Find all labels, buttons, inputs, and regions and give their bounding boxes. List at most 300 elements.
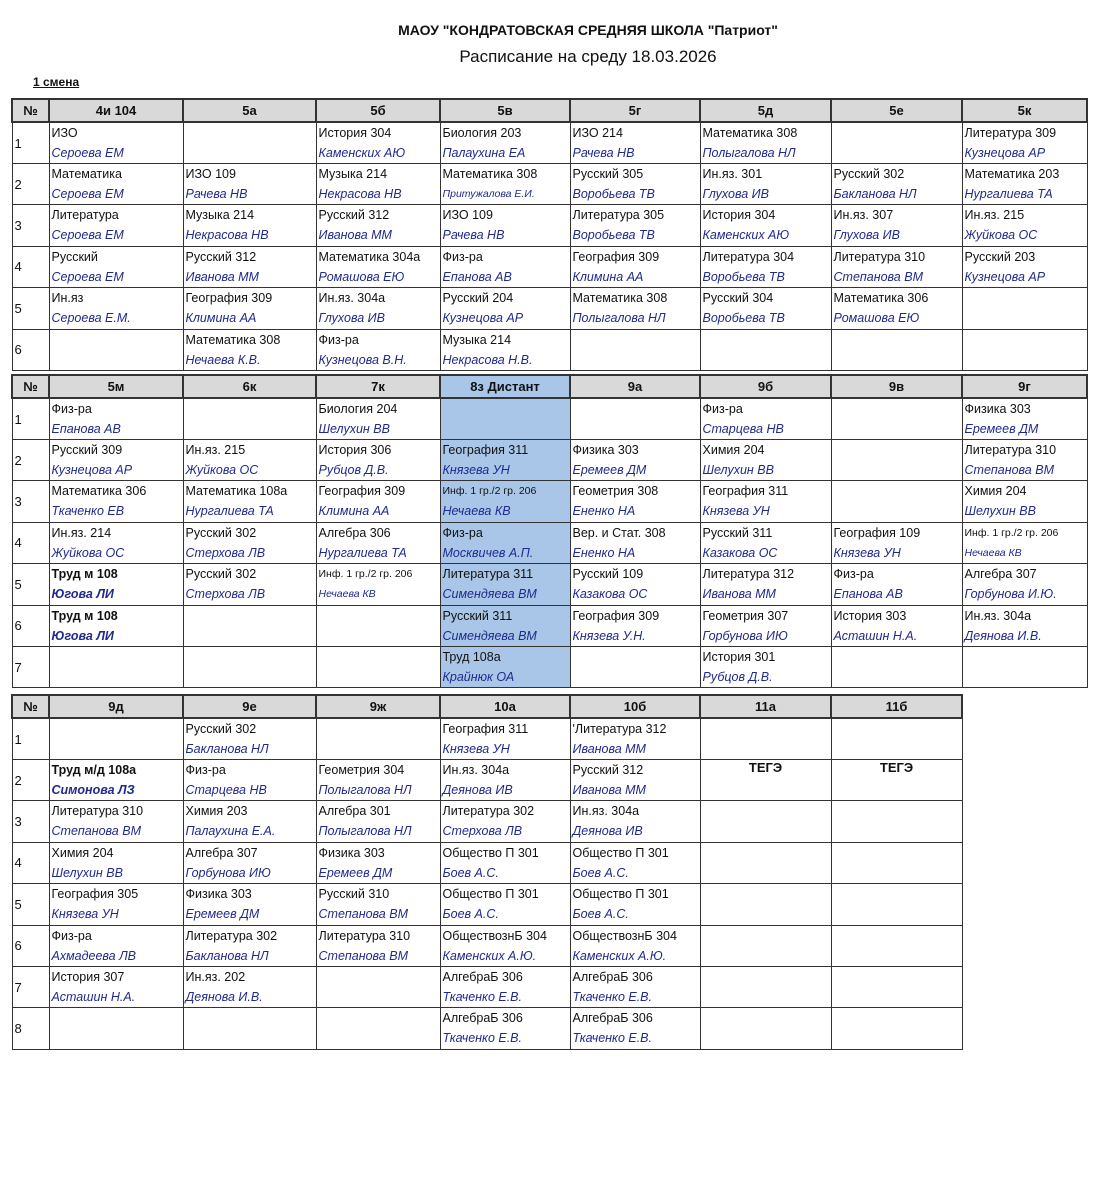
lesson-cell — [700, 801, 831, 842]
lesson-number: 3 — [12, 801, 49, 842]
lesson-cell — [962, 481, 1087, 522]
class-header: 10а — [440, 695, 570, 718]
lesson-row — [12, 564, 1087, 605]
lesson-row — [12, 398, 1087, 440]
subject-label: Ин.яз. 304а — [442, 763, 510, 777]
subject-label: Русский 302 — [185, 722, 257, 736]
teacher-label: Князева УН — [442, 463, 510, 477]
teacher-label: Ткаченко Е.В. — [572, 1031, 652, 1046]
subject-label: Физ-ра — [702, 402, 743, 416]
teacher-label: Старцева НВ — [185, 783, 267, 797]
teacher-label: Палаухина Е.А. — [185, 824, 276, 839]
lesson-cell — [49, 246, 183, 287]
teacher-label: Князева УН — [833, 545, 901, 560]
teacher-label: Степанова ВМ — [318, 948, 408, 963]
teacher-label: Климина АА — [318, 504, 390, 519]
subject-label: Русский 204 — [442, 291, 514, 306]
lesson-cell — [49, 288, 183, 329]
subject-label: География 311 — [442, 722, 529, 736]
subject-label: Русский 309 — [51, 443, 123, 457]
subject-label: Биология 203 — [442, 126, 522, 140]
teacher-label: Глухова ИВ — [833, 228, 900, 243]
subject-label: Физика 303 — [185, 887, 252, 902]
lesson-cell — [831, 522, 962, 563]
class-header: 10б — [570, 695, 700, 718]
lesson-cell — [316, 966, 440, 1007]
teacher-label: Нечаева КВ — [442, 504, 511, 519]
lesson-cell — [700, 122, 831, 164]
teacher-label: Жуйкова ОС — [185, 463, 259, 477]
lesson-cell — [700, 329, 831, 370]
lesson-cell — [316, 122, 440, 164]
lesson-cell — [700, 288, 831, 329]
teacher-label: Ткаченко Е.В. — [442, 1031, 522, 1046]
lesson-cell — [962, 288, 1087, 329]
teacher-label: Жуйкова ОС — [51, 545, 125, 560]
subject-label: АлгебраБ 306 — [572, 1011, 653, 1026]
teacher-label: Рубцов Д.В. — [318, 463, 389, 477]
class-header: 6к — [183, 375, 316, 398]
subject-label: Общество П 301 — [442, 887, 539, 902]
lesson-cell — [831, 1008, 962, 1049]
subject-label: Русский 312 — [318, 208, 390, 223]
teacher-label: Глухова ИВ — [702, 187, 769, 201]
teacher-label: Иванова ММ — [702, 587, 776, 602]
header-number: № — [12, 375, 49, 398]
lesson-number: 6 — [12, 605, 49, 646]
subject-label: Русский 311 — [442, 608, 513, 623]
teacher-label: Степанова ВМ — [833, 269, 923, 284]
lesson-cell — [316, 801, 440, 842]
subject-label: Литература — [51, 208, 119, 223]
subject-label: Химия 204 — [51, 845, 114, 860]
lesson-cell — [700, 522, 831, 563]
lesson-cell — [183, 398, 316, 440]
teacher-label: Сероева Е.М. — [51, 311, 131, 326]
subject-label: Ин.яз. 304а — [572, 804, 640, 819]
lesson-cell — [570, 246, 700, 287]
teacher-label: Климина АА — [185, 311, 257, 326]
subject-label: География 309 — [318, 484, 406, 499]
lesson-cell — [440, 718, 570, 760]
lesson-cell — [49, 329, 183, 370]
subject-label: ОбществознБ 304 — [572, 928, 677, 943]
lesson-number: 1 — [12, 122, 49, 164]
subject-label: История 303 — [833, 608, 907, 623]
lesson-cell — [183, 966, 316, 1007]
lesson-cell — [700, 205, 831, 246]
subject-label: Русский 203 — [964, 249, 1036, 264]
subject-label: Литература 302 — [185, 928, 278, 943]
lesson-cell — [316, 481, 440, 522]
lesson-cell — [440, 646, 570, 687]
subject-label: Труд м 108 — [51, 608, 118, 623]
subject-label: Ин.яз. 214 — [51, 525, 112, 540]
subject-label: Русский 305 — [572, 167, 644, 181]
lesson-row — [12, 1008, 962, 1049]
teacher-label: Епанова АВ — [442, 269, 512, 284]
lesson-cell — [316, 884, 440, 925]
lesson-number: 2 — [12, 760, 49, 801]
teacher-label: Каменских АЮ — [318, 146, 406, 160]
teacher-label: Асташин Н.А. — [833, 628, 918, 643]
subject-label: Физика 303 — [964, 402, 1031, 416]
subject-label: Геометрия 308 — [572, 484, 659, 499]
subject-label: Русский 302 — [185, 567, 257, 582]
lesson-cell — [440, 801, 570, 842]
teacher-label: Ткаченко ЕВ — [51, 504, 125, 519]
subject-label: Физ-ра — [318, 332, 359, 347]
lesson-number: 5 — [12, 288, 49, 329]
lesson-row — [12, 801, 962, 842]
schedule-table-2 — [11, 374, 1088, 688]
lesson-cell — [570, 801, 700, 842]
subject-label: География 109 — [833, 525, 921, 540]
lesson-cell — [49, 398, 183, 440]
lesson-cell — [831, 205, 962, 246]
subject-label: Инф. 1 гр./2 гр. 206 — [318, 568, 413, 581]
subject-label: История 306 — [318, 443, 392, 457]
subject-label: Русский 109 — [572, 567, 644, 582]
class-header: 5к — [962, 99, 1087, 122]
lesson-row — [12, 288, 1087, 329]
lesson-cell — [316, 205, 440, 246]
lesson-cell — [570, 718, 700, 760]
subject-label: Общество П 301 — [442, 845, 539, 860]
lesson-cell — [831, 440, 962, 481]
teacher-label: Притужалова Е.И. — [442, 188, 535, 200]
lesson-number: 4 — [12, 522, 49, 563]
lesson-cell — [570, 164, 700, 205]
teacher-label: Кузнецова АР — [964, 269, 1046, 284]
teacher-label: Нечаева К.В. — [185, 352, 261, 367]
teacher-label: Полыгалова НЛ — [572, 311, 666, 326]
teacher-label: Бакланова НЛ — [833, 187, 917, 201]
lesson-row — [12, 884, 962, 925]
lesson-cell — [440, 842, 570, 883]
lesson-cell — [831, 605, 962, 646]
lesson-number: 5 — [12, 884, 49, 925]
teacher-label: Рачева НВ — [442, 228, 505, 243]
lesson-cell — [440, 605, 570, 646]
teacher-label: Некрасова НВ — [318, 187, 402, 201]
class-header: 5в — [440, 99, 570, 122]
lesson-cell — [440, 122, 570, 164]
lesson-number: 8 — [12, 1008, 49, 1049]
class-header: 9д — [49, 695, 183, 718]
lesson-cell — [183, 801, 316, 842]
subject-label: АлгебраБ 306 — [442, 1011, 523, 1026]
lesson-cell — [183, 760, 316, 801]
lesson-cell — [700, 884, 831, 925]
teacher-label: Боев А.С. — [572, 907, 629, 922]
teacher-label: Глухова ИВ — [318, 311, 385, 326]
teacher-label: Кузнецова АР — [51, 463, 133, 477]
lesson-cell — [700, 398, 831, 440]
teacher-label: Казакова ОС — [702, 545, 778, 560]
lesson-cell — [183, 842, 316, 883]
class-header: 4и 104 — [49, 99, 183, 122]
lesson-cell — [700, 564, 831, 605]
teacher-label: Нечаева КВ — [964, 546, 1022, 559]
lesson-cell — [962, 398, 1087, 440]
subject-label: ОбществознБ 304 — [442, 928, 547, 943]
teacher-label: Некрасова НВ — [185, 228, 269, 243]
subject-label: Алгебра 301 — [318, 804, 391, 819]
teacher-label: Нургалиева ТА — [964, 187, 1053, 201]
teacher-label: Каменских А.Ю. — [442, 948, 537, 963]
teacher-label: Воробьева ТВ — [572, 228, 655, 243]
lesson-cell — [183, 329, 316, 370]
teacher-label: Князева УН — [51, 907, 119, 922]
lesson-cell — [570, 329, 700, 370]
lesson-cell — [831, 718, 962, 760]
lesson-cell — [831, 122, 962, 164]
lesson-cell — [316, 646, 440, 687]
lesson-number: 1 — [12, 718, 49, 760]
class-header: 5е — [831, 99, 962, 122]
class-header: 8з Дистант — [440, 375, 570, 398]
subject-label: Физ-ра — [51, 402, 92, 416]
teacher-label: Симендяева ВМ — [442, 587, 537, 602]
lesson-cell — [183, 1008, 316, 1049]
subject-label: Геометрия 307 — [702, 608, 789, 623]
school-title: МАОУ "КОНДРАТОВСКАЯ СРЕДНЯЯ ШКОЛА "Патриот" — [398, 22, 778, 38]
lesson-cell — [831, 842, 962, 883]
subject-label: Математика 108а — [185, 484, 288, 499]
lesson-cell — [831, 884, 962, 925]
class-header: 7к — [316, 375, 440, 398]
lesson-cell — [49, 646, 183, 687]
lesson-cell — [700, 966, 831, 1007]
teacher-label: Нургалиева ТА — [185, 504, 274, 519]
lesson-cell — [49, 164, 183, 205]
teacher-label: Ткаченко Е.В. — [572, 989, 652, 1004]
lesson-number: 2 — [12, 164, 49, 205]
lesson-cell — [700, 246, 831, 287]
teacher-label: Воробьева ТВ — [702, 269, 785, 284]
lesson-cell — [49, 205, 183, 246]
teacher-label: Деянова И.В. — [964, 628, 1042, 643]
lesson-cell — [962, 605, 1087, 646]
subject-label: Музыка 214 — [185, 208, 255, 223]
teacher-label: Иванова ММ — [572, 783, 646, 797]
subject-label: АлгебраБ 306 — [442, 969, 523, 984]
lesson-cell — [570, 522, 700, 563]
subject-label: Ин.яз. 301 — [702, 167, 763, 181]
subject-label: ИЗО 109 — [185, 167, 236, 181]
subject-label: Физика 303 — [318, 845, 385, 860]
teacher-label: Еремеев ДМ — [185, 907, 260, 922]
teacher-label: Шелухин ВВ — [318, 422, 390, 436]
teacher-label: Югова ЛИ — [51, 628, 114, 643]
teacher-label: Деянова ИВ — [442, 783, 513, 797]
class-header: 5м — [49, 375, 183, 398]
lesson-cell — [962, 122, 1087, 164]
lesson-cell — [700, 440, 831, 481]
subject-label: Русский 304 — [702, 291, 774, 306]
teacher-label: Полыгалова НЛ — [318, 783, 412, 797]
teacher-label: Боев А.С. — [442, 907, 499, 922]
lesson-cell — [962, 440, 1087, 481]
subject-label: Алгебра 307 — [185, 845, 258, 860]
lesson-cell — [570, 1008, 700, 1049]
teacher-label: Стерхова ЛВ — [185, 545, 266, 560]
teacher-label: Сероева ЕМ — [51, 146, 124, 160]
subject-label: Физика 303 — [572, 443, 639, 457]
lesson-cell — [570, 966, 700, 1007]
subject-label: Математика 308 — [572, 291, 668, 306]
teacher-label: Нургалиева ТА — [318, 545, 407, 560]
teacher-label: Иванова ММ — [572, 742, 646, 756]
teacher-label: Степанова ВМ — [51, 824, 141, 839]
header-number: № — [12, 695, 49, 718]
class-header: 9в — [831, 375, 962, 398]
class-header: 9ж — [316, 695, 440, 718]
lesson-cell — [183, 646, 316, 687]
lesson-cell — [570, 605, 700, 646]
teacher-label: Старцева НВ — [702, 422, 784, 436]
lesson-cell — [49, 481, 183, 522]
subject-label: Алгебра 306 — [318, 525, 391, 540]
teacher-label: Кузнецова АР — [964, 146, 1046, 160]
teacher-label: Степанова ВМ — [964, 463, 1054, 477]
teacher-label: Сероева ЕМ — [51, 269, 124, 284]
teacher-label: Палаухина ЕА — [442, 146, 526, 160]
lesson-cell — [49, 760, 183, 801]
subject-label: История 307 — [51, 969, 125, 984]
teacher-label: Деянова ИВ — [572, 824, 643, 839]
subject-label: Физ-ра — [442, 249, 483, 264]
lesson-cell — [440, 288, 570, 329]
teacher-label: Каменских А.Ю. — [572, 948, 667, 963]
teacher-label: Рубцов Д.В. — [702, 669, 773, 684]
lesson-cell — [316, 564, 440, 605]
subject-label: Математика — [51, 167, 122, 181]
lesson-cell — [831, 646, 962, 687]
lesson-cell — [49, 966, 183, 1007]
lesson-cell — [183, 925, 316, 966]
lesson-row — [12, 122, 1087, 164]
lesson-cell — [183, 164, 316, 205]
subject-label: Общество П 301 — [572, 887, 669, 902]
lesson-cell — [831, 801, 962, 842]
lesson-number: 6 — [12, 329, 49, 370]
teacher-label: Сероева ЕМ — [51, 228, 124, 243]
class-header: 5г — [570, 99, 700, 122]
lesson-cell — [570, 760, 700, 801]
lesson-cell — [831, 925, 962, 966]
teacher-label: Рачева НВ — [572, 146, 635, 160]
lesson-cell — [183, 440, 316, 481]
lesson-cell — [700, 164, 831, 205]
subject-label: АлгебраБ 306 — [572, 969, 653, 984]
lesson-cell — [316, 718, 440, 760]
subject-label: Литература 311 — [442, 567, 534, 582]
lesson-cell — [49, 122, 183, 164]
lesson-row — [12, 164, 1087, 205]
teacher-label: Ахмадеева ЛВ — [51, 948, 137, 963]
class-header: 9а — [570, 375, 700, 398]
teacher-label: Ткаченко Е.В. — [442, 989, 522, 1004]
subject-label: Ин.яз — [51, 291, 84, 306]
teacher-label: Климина АА — [572, 269, 644, 284]
lesson-cell — [183, 884, 316, 925]
lesson-cell: ТЕГЭ — [831, 760, 962, 801]
subject-label: География 311 — [702, 484, 789, 499]
teacher-label: Сероева ЕМ — [51, 187, 124, 201]
lesson-cell — [962, 164, 1087, 205]
teacher-label: Полыгалова НЛ — [702, 146, 796, 160]
subject-label: Математика 308 — [185, 332, 281, 347]
lesson-cell — [831, 288, 962, 329]
lesson-cell — [700, 1008, 831, 1049]
teacher-label: Еремеев ДМ — [572, 463, 647, 477]
subject-label: Русский 312 — [185, 249, 257, 264]
teacher-label: Епанова АВ — [51, 422, 121, 436]
lesson-row — [12, 718, 962, 760]
subject-label: Русский 312 — [572, 763, 644, 777]
lesson-cell — [700, 842, 831, 883]
lesson-cell — [570, 481, 700, 522]
lesson-cell — [316, 842, 440, 883]
lesson-cell — [49, 605, 183, 646]
teacher-label: Кузнецова В.Н. — [318, 352, 407, 367]
class-header: 5д — [700, 99, 831, 122]
teacher-label: Горбунова И.Ю. — [964, 587, 1057, 602]
subject-label: Математика 306 — [51, 484, 147, 499]
schedule-subtitle: Расписание на среду 18.03.2026 — [459, 47, 717, 66]
subject-label: География 309 — [572, 249, 660, 264]
lesson-cell — [440, 884, 570, 925]
lesson-row — [12, 440, 1087, 481]
lesson-cell — [570, 884, 700, 925]
subject-label: География 309 — [185, 291, 273, 306]
lesson-number: 4 — [12, 842, 49, 883]
lesson-cell — [49, 842, 183, 883]
subject-label: География 311 — [442, 443, 529, 457]
lesson-cell — [831, 329, 962, 370]
subject-label: Химия 204 — [702, 443, 765, 457]
subject-label: Алгебра 307 — [964, 567, 1037, 582]
lesson-number: 7 — [12, 966, 49, 1007]
lesson-cell — [316, 605, 440, 646]
subject-label: Труд 108а — [442, 649, 501, 664]
lesson-cell — [316, 760, 440, 801]
lesson-cell — [440, 966, 570, 1007]
lesson-cell — [440, 564, 570, 605]
lesson-row — [12, 329, 1087, 370]
shift-label: 1 смена — [33, 75, 80, 89]
subject-label: Литература 312 — [702, 567, 795, 582]
lesson-cell — [831, 246, 962, 287]
subject-label: Ин.яз. 202 — [185, 969, 246, 984]
teacher-label: Боев А.С. — [572, 865, 629, 880]
teacher-label: Ромашова ЕЮ — [833, 311, 920, 326]
subject-label: 'Литература 312 — [572, 722, 667, 736]
lesson-cell — [831, 398, 962, 440]
lesson-cell — [316, 329, 440, 370]
lesson-cell — [570, 842, 700, 883]
lesson-cell: ТЕГЭ — [700, 760, 831, 801]
teacher-label: Шелухин ВВ — [964, 504, 1036, 519]
lesson-cell — [440, 1008, 570, 1049]
subject-label: Ин.яз. 215 — [964, 208, 1025, 223]
subject-label: История 304 — [318, 126, 392, 140]
subject-label: Русский 310 — [318, 887, 390, 902]
teacher-label: Ромашова ЕЮ — [318, 269, 405, 284]
subject-label: Математика 308 — [442, 167, 538, 181]
